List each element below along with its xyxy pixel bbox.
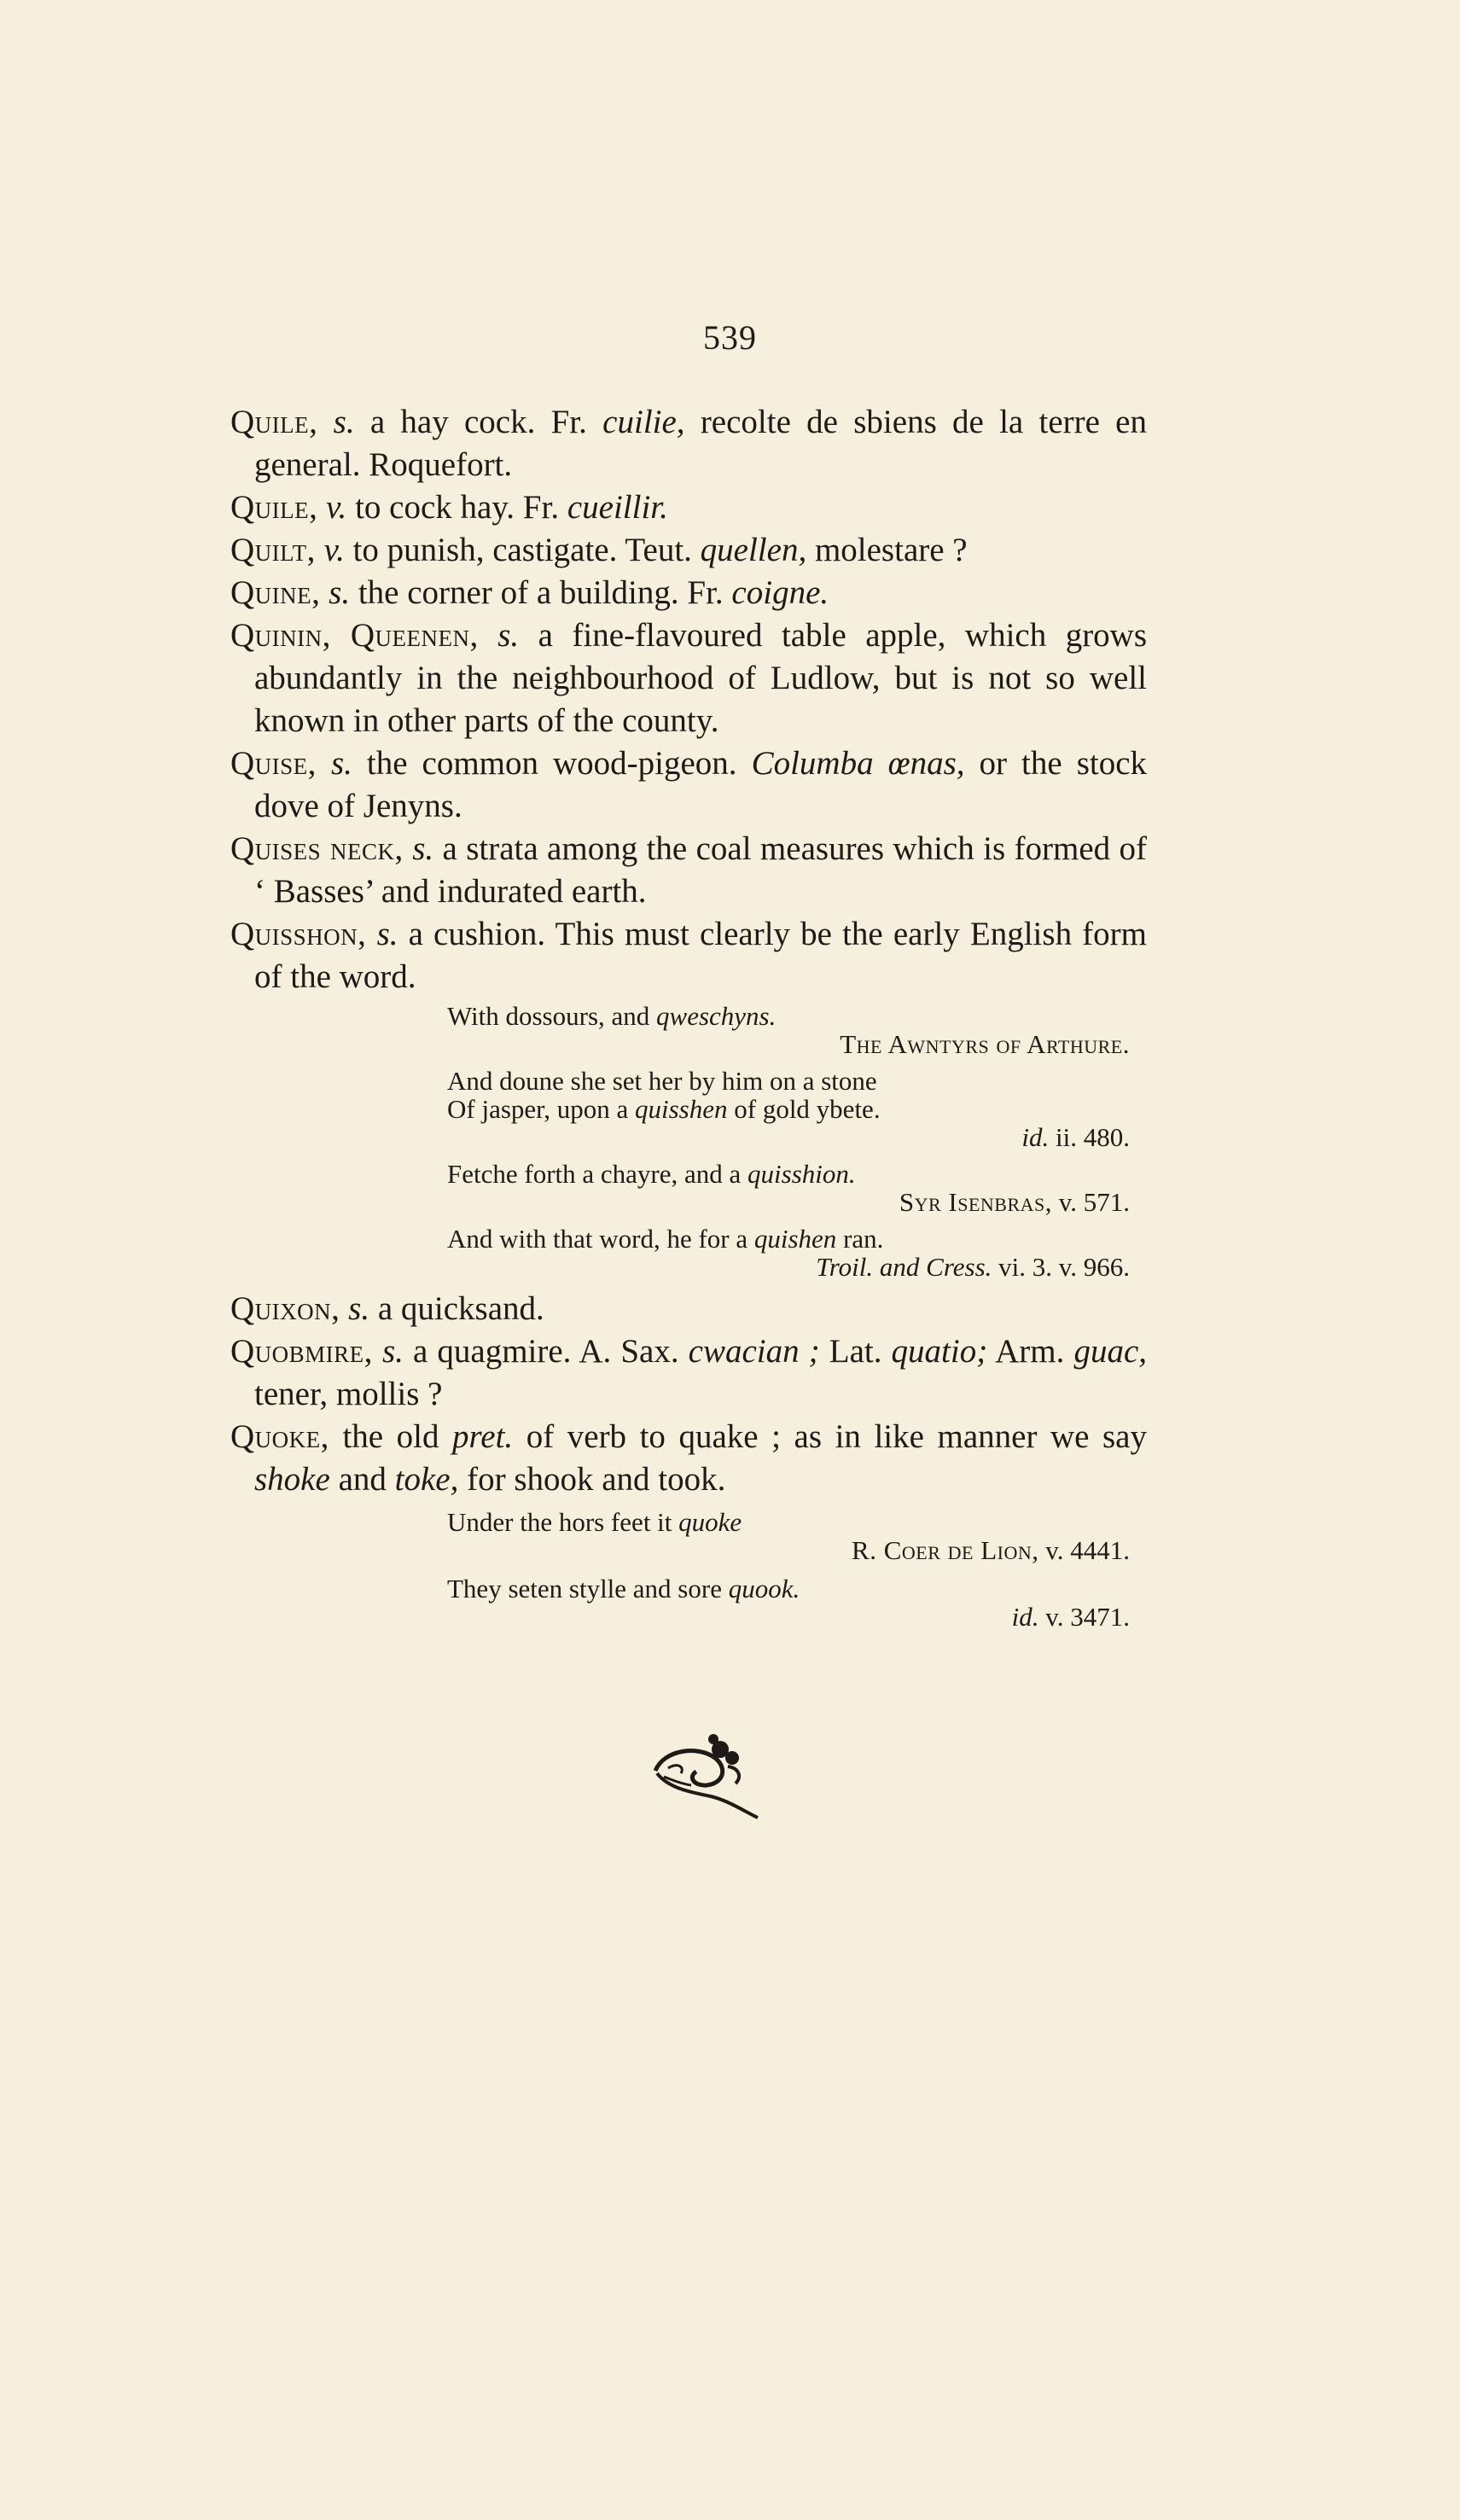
text-run: and [329, 1461, 395, 1498]
italic-run: guac, [1073, 1333, 1147, 1370]
headword: Quile, [230, 489, 318, 526]
italic-run: cueillir. [567, 489, 668, 526]
text-run: They seten stylle and sore [447, 1574, 729, 1603]
text-run: the corner of a building. Fr. [350, 574, 732, 611]
text-run [404, 830, 412, 867]
italic-run: quook. [728, 1574, 800, 1603]
text-run: a quicksand. [369, 1290, 544, 1327]
italic-run: toke, [394, 1461, 459, 1498]
quotation-line [447, 1067, 1130, 1095]
text-run: to punish, castigate. Teut. [344, 532, 701, 568]
quotation-line [447, 1002, 1130, 1030]
text-run: Arm. [987, 1333, 1074, 1370]
citation [447, 1030, 1130, 1058]
smallcaps-run: The Awntyrs of Arthure. [840, 1029, 1130, 1059]
italic-run: quisshion. [747, 1159, 856, 1189]
italic-run: shoke [254, 1461, 330, 1498]
headword: Quinin, Queenen, [230, 617, 479, 654]
quotation [447, 1002, 1130, 1058]
italic-run: cuilie, [602, 404, 685, 440]
text-run [320, 574, 329, 611]
italic-run: pret. [452, 1418, 514, 1455]
glossary-entry [230, 401, 1147, 486]
italic-run: v. [326, 489, 347, 526]
quotation-line [447, 1574, 1130, 1603]
italic-run: s. [412, 830, 434, 867]
text-run [373, 1333, 382, 1370]
text-run: a strata among the coal measures which is formed of ‘ Basses’ and indurated earth. [254, 830, 1147, 910]
text-run: ii. 480. [1049, 1122, 1130, 1152]
text-run: v. 4441. [1038, 1535, 1130, 1565]
italic-run: v. [323, 532, 345, 568]
text-run [366, 916, 376, 952]
text-run [317, 745, 331, 782]
glossary-entry [230, 1288, 1147, 1330]
italic-run: quatio; [891, 1333, 988, 1370]
text-run: tener, mollis ? [254, 1376, 443, 1412]
glossary-entry [230, 828, 1147, 913]
headword: Quoke, [230, 1418, 329, 1455]
quotation-line [447, 1160, 1130, 1188]
italic-run: quoke [678, 1507, 742, 1537]
citation [447, 1603, 1130, 1631]
quotation-block-a [447, 1002, 1130, 1281]
citation [447, 1253, 1130, 1281]
text-run: a quagmire. A. Sax. [403, 1333, 689, 1370]
text-run: v. 3471. [1038, 1602, 1130, 1632]
citation [447, 1536, 1130, 1564]
italic-run: s. [330, 745, 352, 782]
glossary-entry [230, 1416, 1147, 1501]
italic-run: qweschyns. [656, 1001, 777, 1031]
quotation [447, 1508, 1130, 1564]
headword: Quisshon, [230, 916, 367, 952]
glossary-entry [230, 614, 1147, 742]
text-run: the common wood-pigeon. [352, 745, 752, 782]
quotation-block-b [447, 1508, 1130, 1631]
printers-flourish-icon [647, 1724, 766, 1826]
text-run: a fine-flavoured table apple, which grows abundantly in the neighbourhood of Ludlow, but is not so well known in other parts of the county. [254, 617, 1148, 739]
headword: Quixon, [230, 1290, 340, 1327]
citation [447, 1188, 1130, 1216]
text-run [316, 532, 324, 568]
text-run [479, 617, 497, 654]
italic-run: s. [348, 1290, 370, 1327]
glossary-entry [230, 742, 1147, 828]
glossary-entry [230, 572, 1147, 614]
text-run: ran. [836, 1224, 884, 1254]
italic-run: id. [1021, 1122, 1050, 1152]
text-run: recolte de sbiens de la terre en general. Roquefort. [254, 404, 1147, 483]
text-run: molestare ? [806, 532, 968, 568]
smallcaps-run: Syr Isenbras, [899, 1187, 1052, 1217]
glossary-entry [230, 1330, 1147, 1416]
glossary-entry [230, 486, 1147, 529]
text-run: of gold ybete. [727, 1094, 881, 1124]
italic-run: quishen [753, 1224, 837, 1254]
italic-run: cwacian ; [688, 1333, 820, 1370]
smallcaps-run: R. Coer de Lion, [852, 1535, 1039, 1565]
text-run: With dossours, and [447, 1001, 657, 1031]
text-run: the old [329, 1418, 453, 1455]
text-run: Lat. [819, 1333, 892, 1370]
text-run: to cock hay. Fr. [346, 489, 567, 526]
text-run: a hay cock. Fr. [354, 404, 603, 440]
italic-run: quellen, [700, 532, 807, 568]
text-run: And with that word, he for a [447, 1224, 754, 1254]
text-run: Of jasper, upon a [447, 1094, 635, 1124]
italic-run: s. [333, 404, 355, 440]
text-run: And doune she set her by him on a stone [447, 1066, 877, 1096]
italic-run: s. [376, 916, 398, 952]
headword: Quise, [230, 745, 317, 782]
headword: Quile, [230, 404, 318, 440]
text-run [317, 404, 333, 440]
italic-run: id. [1011, 1602, 1039, 1632]
italic-run: coigne. [731, 574, 829, 611]
text-run: vi. 3. v. 966. [992, 1252, 1130, 1282]
text-run [317, 489, 326, 526]
quotation-line [447, 1225, 1130, 1253]
text-run: or the stock dove of Jenyns. [254, 745, 1148, 824]
quotation [447, 1225, 1130, 1281]
text-run: Under the hors feet it [447, 1507, 679, 1537]
headword: Quises neck, [230, 830, 404, 867]
quotation [447, 1160, 1130, 1216]
text-run: of verb to quake ; as in like manner we say [513, 1418, 1147, 1455]
quotation [447, 1067, 1130, 1151]
italic-run: s. [382, 1333, 404, 1370]
headword: Quilt, [230, 532, 316, 568]
quotation [447, 1574, 1130, 1631]
glossary-text [230, 401, 1147, 1631]
page-number: 539 [703, 318, 757, 357]
italic-run: quisshen [635, 1094, 728, 1124]
text-run: Fetche forth a chayre, and a [447, 1159, 748, 1189]
headword: Quine, [230, 574, 321, 611]
italic-run: Columba œnas, [751, 745, 965, 782]
headword: Quobmire, [230, 1333, 373, 1370]
glossary-entry [230, 913, 1147, 998]
quotation-line [447, 1095, 1130, 1123]
text-run [340, 1290, 348, 1327]
text-run: a cushion. This must clearly be the early English form of the word. [254, 916, 1147, 995]
citation [447, 1123, 1130, 1151]
italic-run: Troil. and Cress. [816, 1252, 992, 1282]
entry-list-a [230, 401, 1147, 998]
italic-run: s. [497, 617, 520, 654]
text-run: v. 571. [1052, 1187, 1130, 1217]
entry-list-b [230, 1288, 1147, 1501]
quotation-line [447, 1508, 1130, 1536]
text-run: for shook and took. [458, 1461, 726, 1498]
glossary-entry [230, 529, 1147, 572]
italic-run: s. [329, 574, 351, 611]
